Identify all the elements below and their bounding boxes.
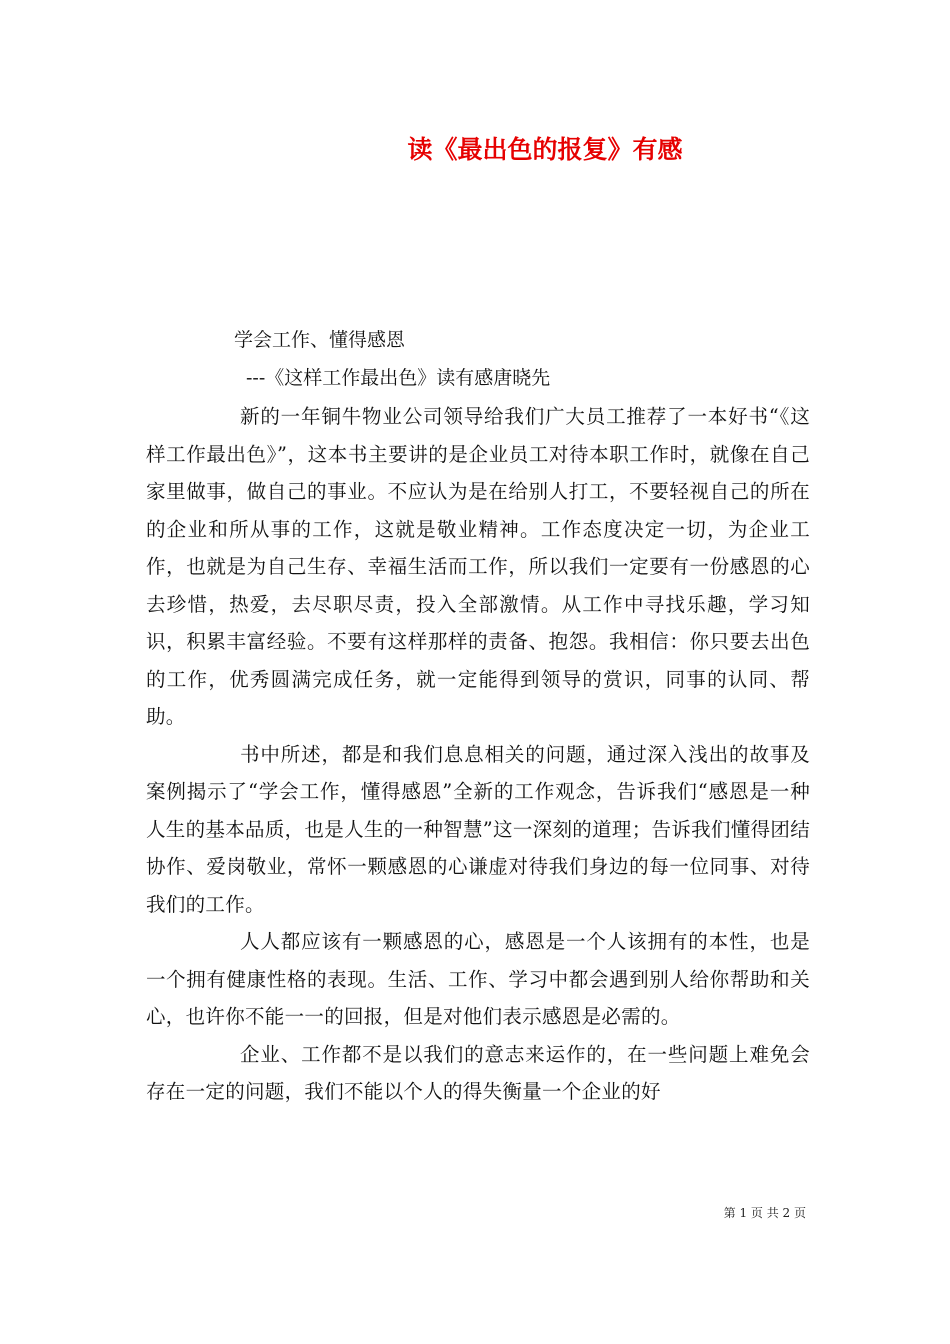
- article-heading: 学会工作、懂得感恩: [234, 329, 406, 351]
- document-title: 读《最出色的报复》有感: [407, 135, 683, 164]
- paragraph: 企业、工作都不是以我们的意志来运作的，在一些问题上难免会存在一定的问题，我们不能以个人的得失衡量一个企业的好: [146, 1042, 810, 1103]
- paragraph: 人人都应该有一颗感恩的心，感恩是一个人该拥有的本性，也是一个拥有健康性格的表现。生活、工作、学习中都会遇到别人给你帮助和关心，也许你不能一一的回报，但是对他们表示感恩是必需的。: [146, 930, 810, 1028]
- paragraph: 新的一年铜牛物业公司领导给我们广大员工推荐了一本好书“《这样工作最出色》”，这本书主要讲的是企业员工对待本职工作时，就像在自己家里做事，做自己的事业。不应认为是在给别人打工，不要轻视自己的所在的企业和所从事的工作，这就是敬业精神。工作态度决定一切，为企业工作，也就是为自己生存、幸福生活而工作，所以我们一定要有一份感恩的心去珍惜，热爱，去尽职尽责，投入全部激情。从工作中寻找乐趣，学习知识，积累丰富经验。不要有这样那样的责备、抱怨。我相信：你只要去出色的工作，优秀圆满完成任务，就一定能得到领导的赏识，同事的认同、帮助。: [146, 405, 810, 728]
- article-body: [146, 398, 810, 1111]
- article-subheading: ---《这样工作最出色》读有感唐晓先: [246, 367, 551, 389]
- paragraph: 书中所述，都是和我们息息相关的问题，通过深入浅出的故事及案例揭示了“学会工作，懂得感恩”全新的工作观念，告诉我们“感恩是一种人生的基本品质，也是人生的一种智慧”这一深刻的道理；告诉我们懂得团结协作、爱岗敬业，常怀一颗感恩的心谦虚对待我们身边的每一位同事、对待我们的工作。: [146, 742, 810, 916]
- page-number: 第 1 页 共 2 页: [723, 1206, 806, 1220]
